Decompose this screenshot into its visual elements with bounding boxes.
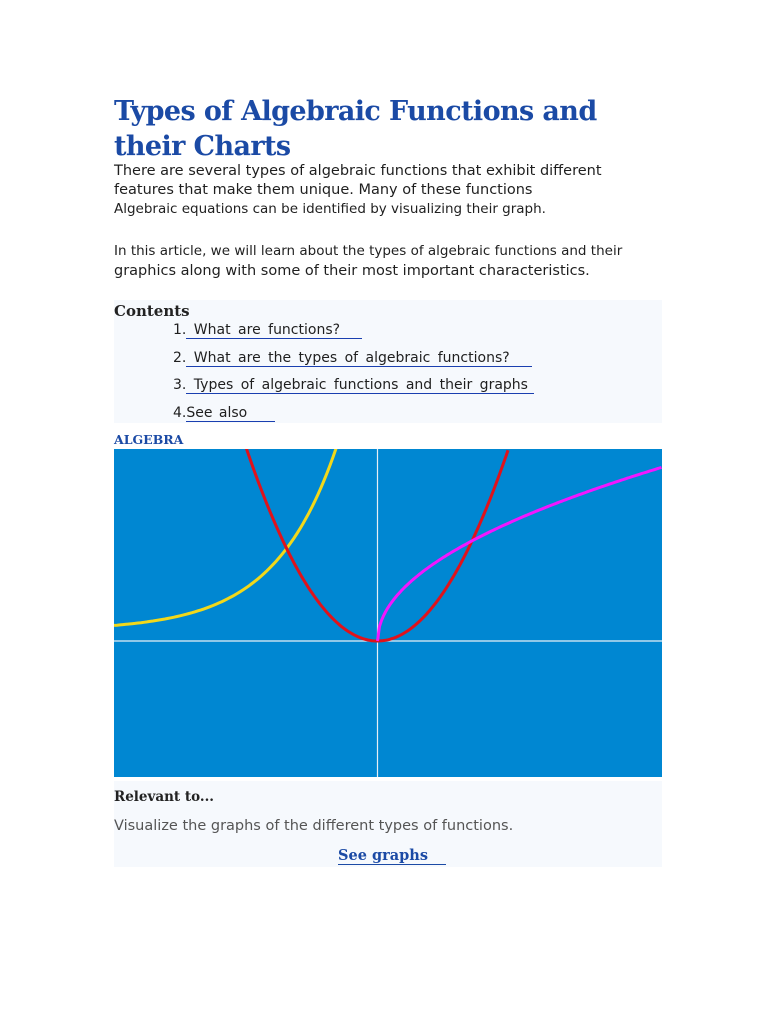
- intro-line: Algebraic equations can be identified by visualizing their graph.: [114, 201, 546, 217]
- intro-paragraph: [114, 162, 674, 219]
- toc-number: 4.: [173, 405, 187, 421]
- toc-item: [173, 322, 362, 338]
- toc-item: [173, 405, 275, 421]
- see-graphs-link[interactable]: See graphs: [338, 847, 446, 865]
- relevant-description: Visualize the graphs of the different types of functions.: [114, 818, 514, 834]
- intro-line: There are several types of algebraic functions that exhibit different: [114, 163, 602, 179]
- toc-link-types-and-graphs[interactable]: Types of algebraic functions and their graphs: [186, 377, 534, 394]
- function-graph: [114, 449, 662, 777]
- toc-number: 1.: [173, 322, 187, 338]
- relevant-heading: Relevant to...: [114, 789, 214, 805]
- toc-number: 2.: [173, 350, 187, 366]
- category-tag: ALGEBRA: [114, 432, 184, 447]
- page-title: Types of Algebraic Functions and their Charts: [114, 96, 597, 162]
- article-line: In this article, we will learn about the types of algebraic functions and their: [114, 243, 623, 259]
- graph-background: [114, 449, 662, 777]
- intro-line: features that make them unique. Many of these functions: [114, 182, 533, 198]
- toc-link-see-also[interactable]: See also: [186, 405, 275, 422]
- toc-link-what-are-functions[interactable]: What are functions?: [186, 322, 362, 339]
- article-paragraph: [114, 241, 674, 281]
- toc-number: 3.: [173, 377, 187, 393]
- toc-item: [173, 377, 534, 393]
- toc-item: [173, 350, 532, 366]
- contents-heading: Contents: [114, 302, 190, 320]
- article-line: graphics along with some of their most important characteristics.: [114, 263, 590, 279]
- toc-link-types-of-algebraic-functions[interactable]: What are the types of algebraic functions?: [186, 350, 531, 367]
